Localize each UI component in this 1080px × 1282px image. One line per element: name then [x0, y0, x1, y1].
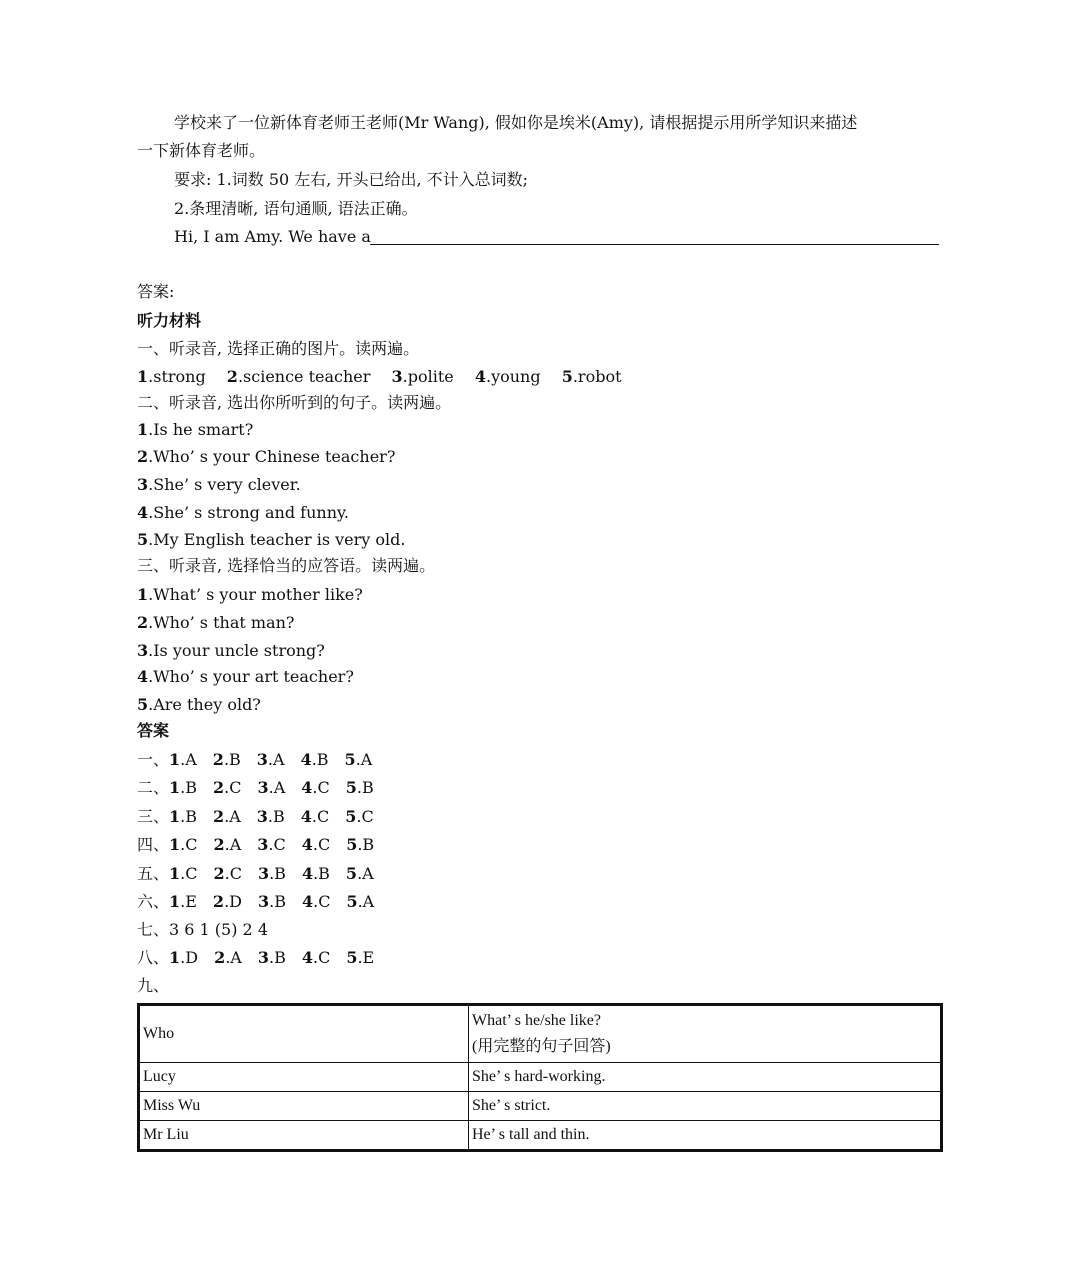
answers-title: 答案	[137, 721, 170, 740]
table-cell: Mr Liu	[139, 1121, 469, 1151]
list-item: 1.Is he smart?	[137, 420, 254, 439]
table-cell: Miss Wu	[139, 1092, 469, 1121]
table-row	[139, 1063, 942, 1092]
answer-label: 答案:	[137, 282, 175, 301]
writing-prompt-line2: 一下新体育老师。	[137, 141, 266, 160]
list-item: 5.robot	[561, 367, 622, 386]
listening-title: 听力材料	[137, 311, 202, 330]
list-item: 4.Who’ s your art teacher?	[137, 667, 354, 686]
list-item: 3.Is your uncle strong?	[137, 641, 325, 660]
list-item: 5.My English teacher is very old.	[137, 530, 406, 549]
list-item: 4.young	[474, 367, 541, 386]
table-row	[139, 1092, 942, 1121]
table-header-like: What’ s he/she like? (用完整的句子回答)	[469, 1005, 942, 1063]
table-cell: He’ s tall and thin.	[469, 1121, 942, 1151]
table-header-row	[139, 1005, 942, 1063]
table-cell: She’ s hard-working.	[469, 1063, 942, 1092]
answer-row: 六、1.E 2.D 3.B 4.C 5.A	[137, 892, 375, 911]
writing-requirement-1: 要求: 1.词数 50 左右, 开头已给出, 不计入总词数;	[174, 170, 529, 189]
answer-row: 二、1.B 2.C 3.A 4.C 5.B	[137, 778, 374, 797]
answer-row: 四、1.C 2.A 3.C 4.C 5.B	[137, 835, 375, 854]
list-item: 3.She’ s very clever.	[137, 475, 301, 494]
table-row	[139, 1121, 942, 1151]
part2-heading: 二、听录音, 选出你所听到的句子。读两遍。	[137, 393, 452, 412]
list-item: 2.science teacher	[226, 367, 371, 386]
answer-row: 一、1.A 2.B 3.A 4.B 5.A	[137, 750, 373, 769]
answer-row-seven: 七、3 6 1 (5) 2 4	[137, 920, 268, 939]
list-item: 2.Who’ s that man?	[137, 613, 295, 632]
answer-row-nine-label: 九、	[137, 976, 170, 995]
table-cell: She’ s strict.	[469, 1092, 942, 1121]
writing-blank-line	[370, 244, 939, 245]
list-item: 5.Are they old?	[137, 695, 261, 714]
answer-row: 八、1.D 2.A 3.B 4.C 5.E	[137, 948, 375, 967]
table-cell: Lucy	[139, 1063, 469, 1092]
part3-heading: 三、听录音, 选择恰当的应答语。读两遍。	[137, 556, 436, 575]
list-item: 4.She’ s strong and funny.	[137, 503, 349, 522]
answer-row: 三、1.B 2.A 3.B 4.C 5.C	[137, 807, 374, 826]
answer-table	[137, 1003, 943, 1152]
list-item: 2.Who’ s your Chinese teacher?	[137, 447, 396, 466]
writing-prompt-line1: 学校来了一位新体育老师王老师(Mr Wang), 假如你是埃米(Amy), 请根据提示用所学知识来描述	[174, 113, 858, 132]
writing-opening: Hi, I am Amy. We have a	[174, 227, 371, 246]
answer-row: 五、1.C 2.C 3.B 4.B 5.A	[137, 864, 374, 883]
part1-heading: 一、听录音, 选择正确的图片。读两遍。	[137, 339, 420, 358]
part1-items	[137, 367, 638, 387]
list-item: 3.polite	[391, 367, 454, 386]
table-header-who: Who	[139, 1005, 469, 1063]
list-item: 1.strong	[137, 367, 206, 386]
writing-requirement-2: 2.条理清晰, 语句通顺, 语法正确。	[174, 199, 418, 218]
list-item: 1.What’ s your mother like?	[137, 585, 363, 604]
